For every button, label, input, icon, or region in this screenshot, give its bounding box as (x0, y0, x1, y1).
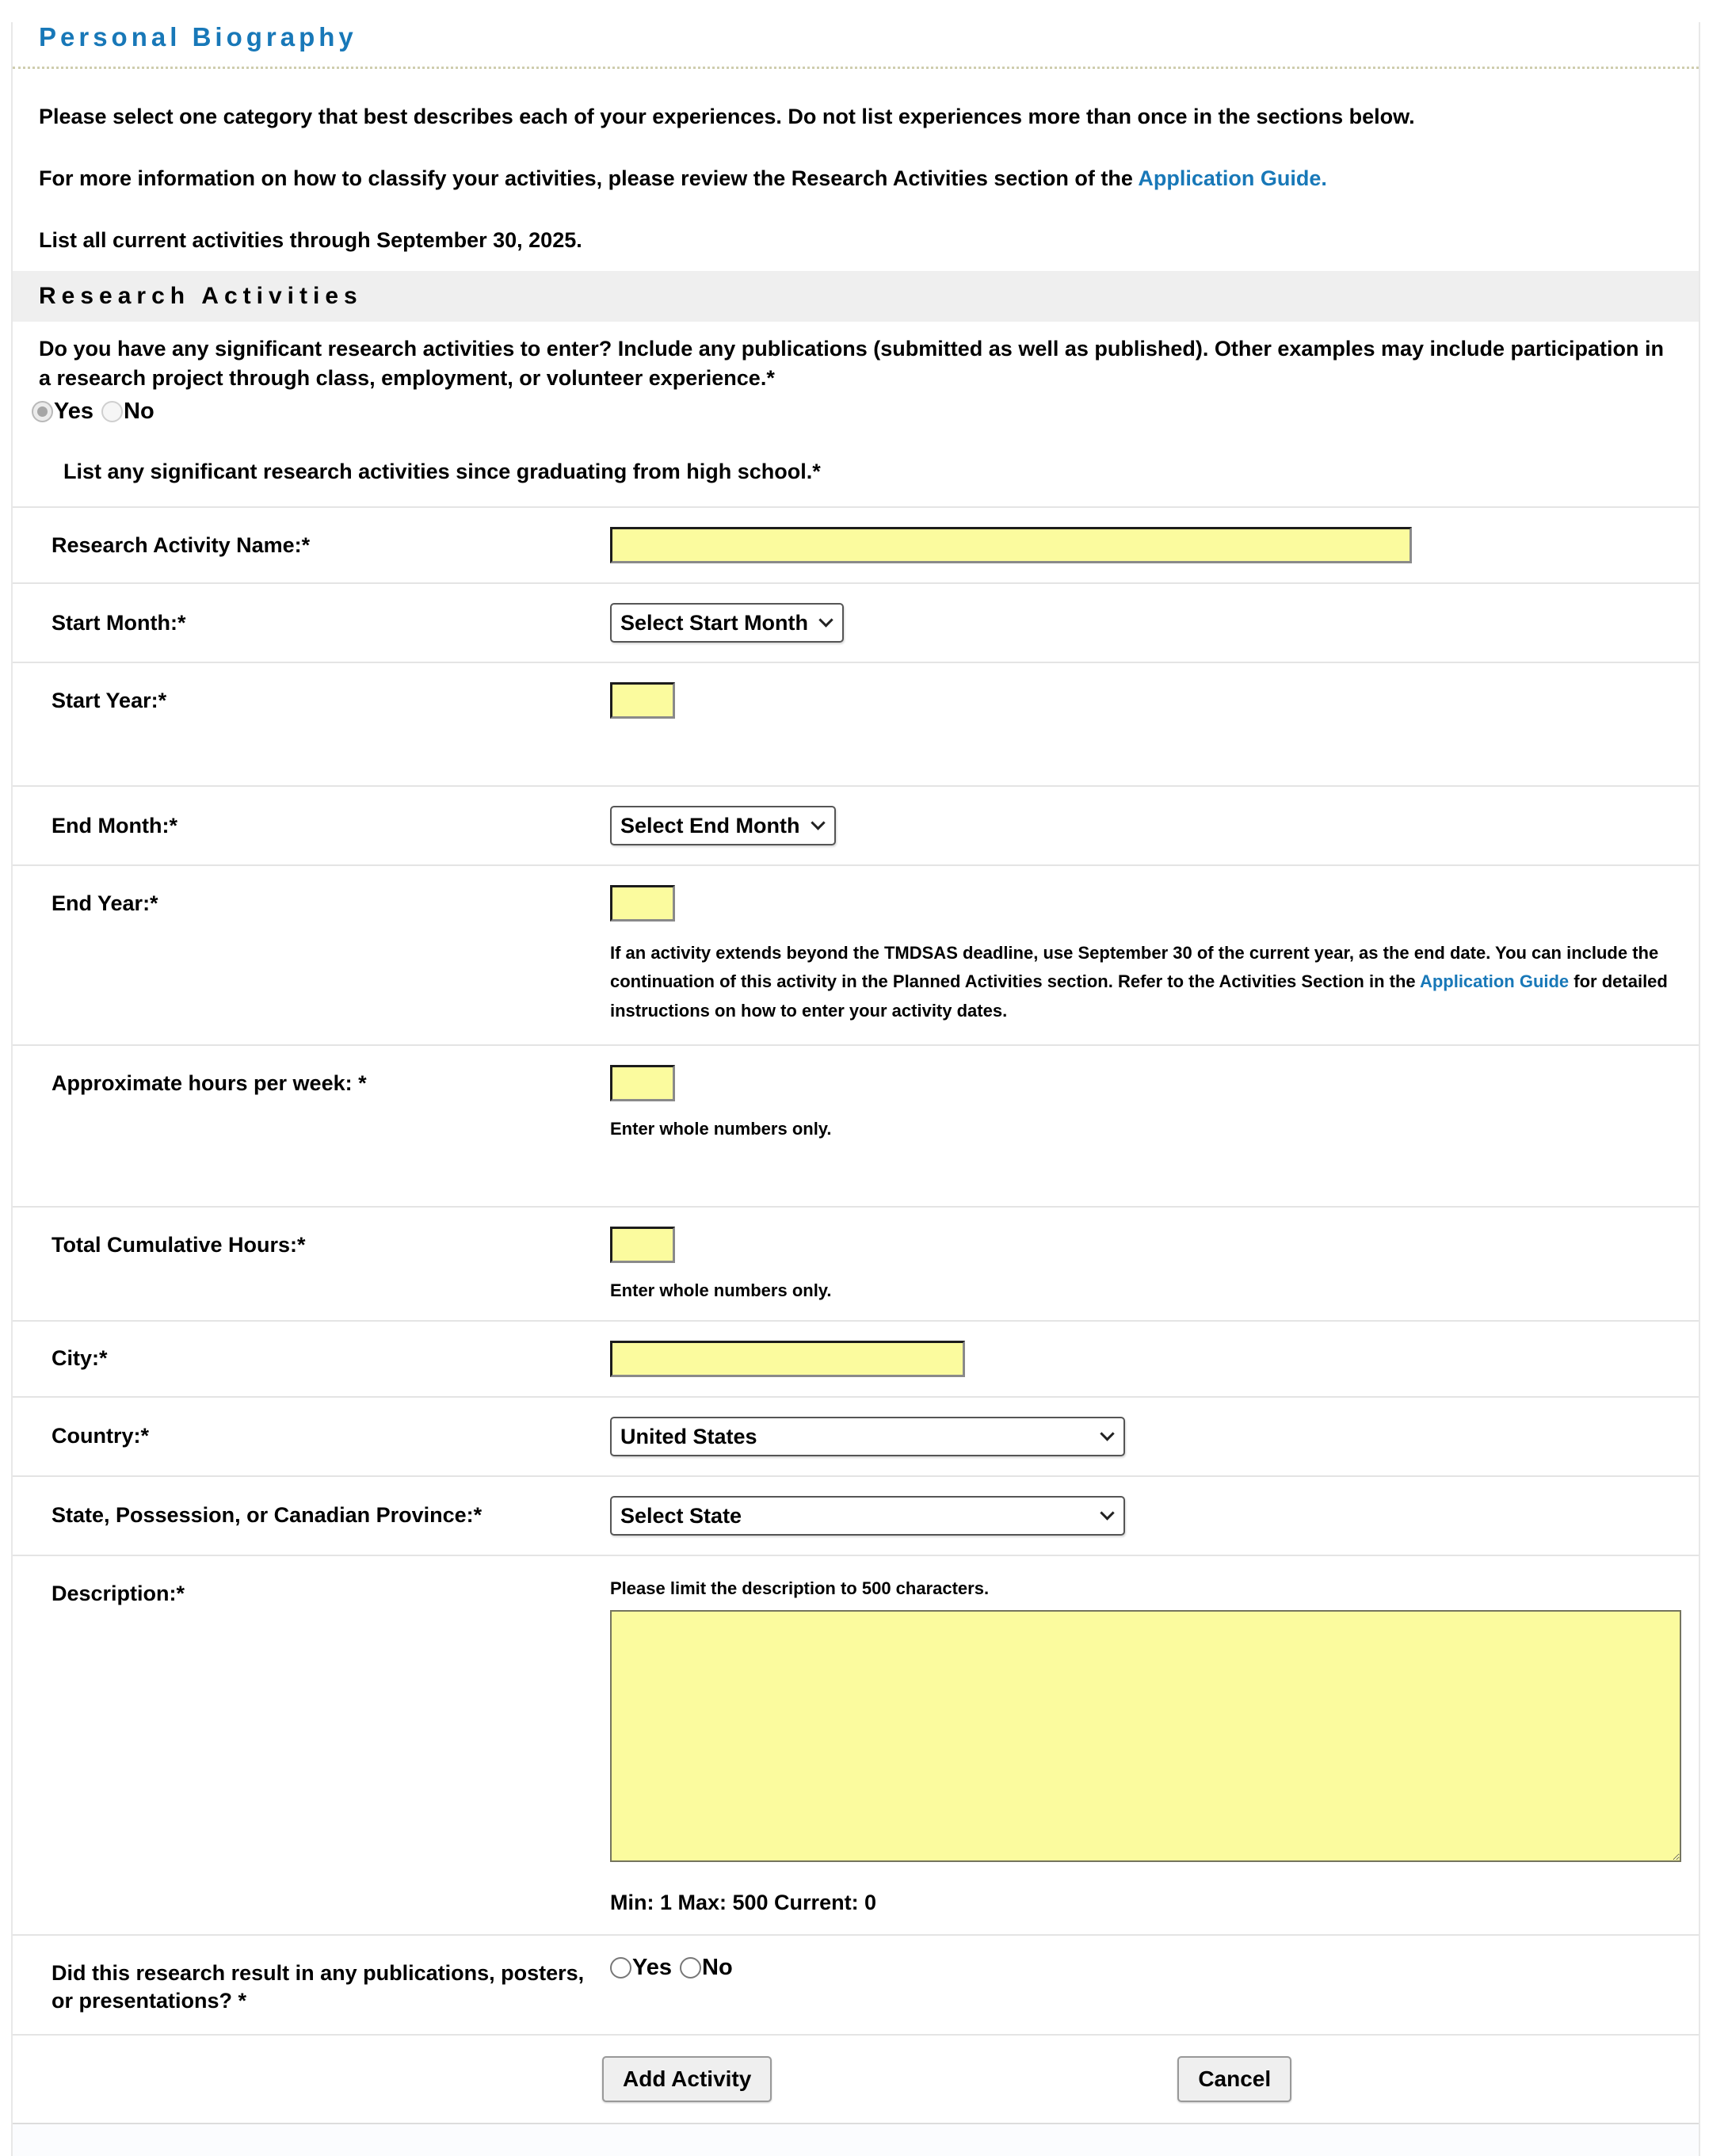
row-publications (13, 1934, 1699, 2034)
row-activity-name (13, 506, 1699, 582)
publications-no-label: No (702, 1955, 733, 1981)
description-counter: Min: 1 Max: 500 Current: 0 (610, 1891, 877, 1915)
publications-yes-radio[interactable] (610, 1957, 631, 1979)
publications-radio-group (610, 1955, 1686, 1981)
research-no-label: No (124, 399, 154, 425)
list-activities-sublabel: List any significant research activities since graduating from high school.* (63, 460, 821, 484)
intro-paragraph-3: List all current activities through September 30, 2025. (39, 227, 582, 252)
end-year-note-text-2: for detailed instructions on how to enter your activity dates. (610, 971, 1668, 1021)
research-yes-label: Yes (54, 399, 93, 425)
description-textarea[interactable] (610, 1610, 1681, 1862)
city-label: City:* (51, 1346, 108, 1371)
activity-name-input[interactable] (610, 527, 1412, 563)
title-divider (13, 67, 1699, 69)
publications-label: Did this research result in any publications, posters, or presentations? * (51, 1961, 585, 2013)
start-month-label: Start Month:* (51, 610, 186, 635)
research-no-radio[interactable] (101, 401, 123, 422)
chevron-down-icon (1100, 1426, 1114, 1441)
chevron-down-icon (1100, 1505, 1114, 1520)
row-hours-per-week (13, 1044, 1699, 1206)
state-select[interactable] (610, 1496, 1125, 1536)
end-year-label: End Year:* (51, 891, 158, 916)
hours-per-week-label: Approximate hours per week: * (51, 1071, 367, 1096)
end-year-note-text-1: If an activity extends beyond the TMDSAS deadline, use September 30 of the current year, as the end date. You can include the continuation of this activity in the Planned Activities section. Refer to the Activities Section in the (610, 943, 1659, 992)
section-header-research-activities: Research Activities (13, 271, 1699, 322)
state-label: State, Possession, or Canadian Province:* (51, 1503, 483, 1528)
row-country (13, 1396, 1699, 1475)
country-selected-value: United States (620, 1424, 757, 1448)
cumulative-hours-note: Enter whole numbers only. (610, 1280, 832, 1301)
row-state (13, 1475, 1699, 1555)
end-year-note (610, 939, 1686, 1025)
row-description (13, 1555, 1699, 1934)
row-city (13, 1320, 1699, 1396)
publications-no-radio[interactable] (680, 1957, 701, 1979)
end-month-select[interactable] (610, 806, 836, 845)
cumulative-hours-label: Total Cumulative Hours:* (51, 1233, 306, 1257)
end-month-selected-value: Select End Month (620, 813, 800, 838)
country-label: Country:* (51, 1424, 149, 1448)
research-question-text: Do you have any significant research activities to enter? Include any publications (submitted as well as published). Other examples may include participation in a research project through class, employment, or volunteer experience.* (39, 337, 1665, 390)
start-month-selected-value: Select Start Month (620, 610, 809, 635)
research-question-radio-group (32, 399, 1699, 425)
row-start-year (13, 662, 1699, 785)
activity-name-label: Research Activity Name:* (51, 532, 311, 557)
intro-paragraph-2 (39, 166, 1675, 193)
cumulative-hours-input[interactable] (610, 1227, 675, 1263)
research-activity-form (13, 506, 1699, 2156)
publications-yes-label: Yes (632, 1955, 672, 1981)
country-select[interactable] (610, 1417, 1125, 1456)
add-activity-button[interactable]: Add Activity (602, 2056, 772, 2102)
intro-paragraph-2-text: For more information on how to classify your activities, please review the Research Activities section of the (39, 166, 1139, 190)
start-month-select[interactable] (610, 603, 844, 643)
end-month-label: End Month:* (51, 813, 177, 838)
start-year-input[interactable] (610, 682, 675, 719)
row-start-month (13, 582, 1699, 662)
row-cumulative-hours (13, 1206, 1699, 1320)
hours-per-week-input[interactable] (610, 1065, 675, 1101)
chevron-down-icon (811, 815, 825, 830)
application-guide-link[interactable]: Application Guide (1419, 971, 1570, 992)
bottom-strip (13, 2123, 1699, 2156)
chevron-down-icon (818, 612, 833, 627)
start-year-label: Start Year:* (51, 688, 167, 712)
state-selected-value: Select State (620, 1503, 742, 1528)
row-end-month (13, 785, 1699, 864)
row-end-year (13, 864, 1699, 1044)
description-limit-note: Please limit the description to 500 characters. (610, 1578, 990, 1599)
page-container (11, 22, 1700, 2156)
form-actions-row (13, 2034, 1699, 2123)
city-input[interactable] (610, 1341, 965, 1377)
application-guide-link[interactable]: Application Guide. (1138, 166, 1327, 190)
page-title: Personal Biography (39, 22, 357, 52)
hours-per-week-note: Enter whole numbers only. (610, 1119, 832, 1139)
description-label: Description:* (51, 1582, 185, 1606)
cancel-button[interactable]: Cancel (1177, 2056, 1291, 2102)
end-year-input[interactable] (610, 885, 675, 922)
research-yes-radio[interactable] (32, 401, 53, 422)
intro-paragraph-1: Please select one category that best describes each of your experiences. Do not list experiences more than once in the sections below. (39, 105, 1415, 128)
